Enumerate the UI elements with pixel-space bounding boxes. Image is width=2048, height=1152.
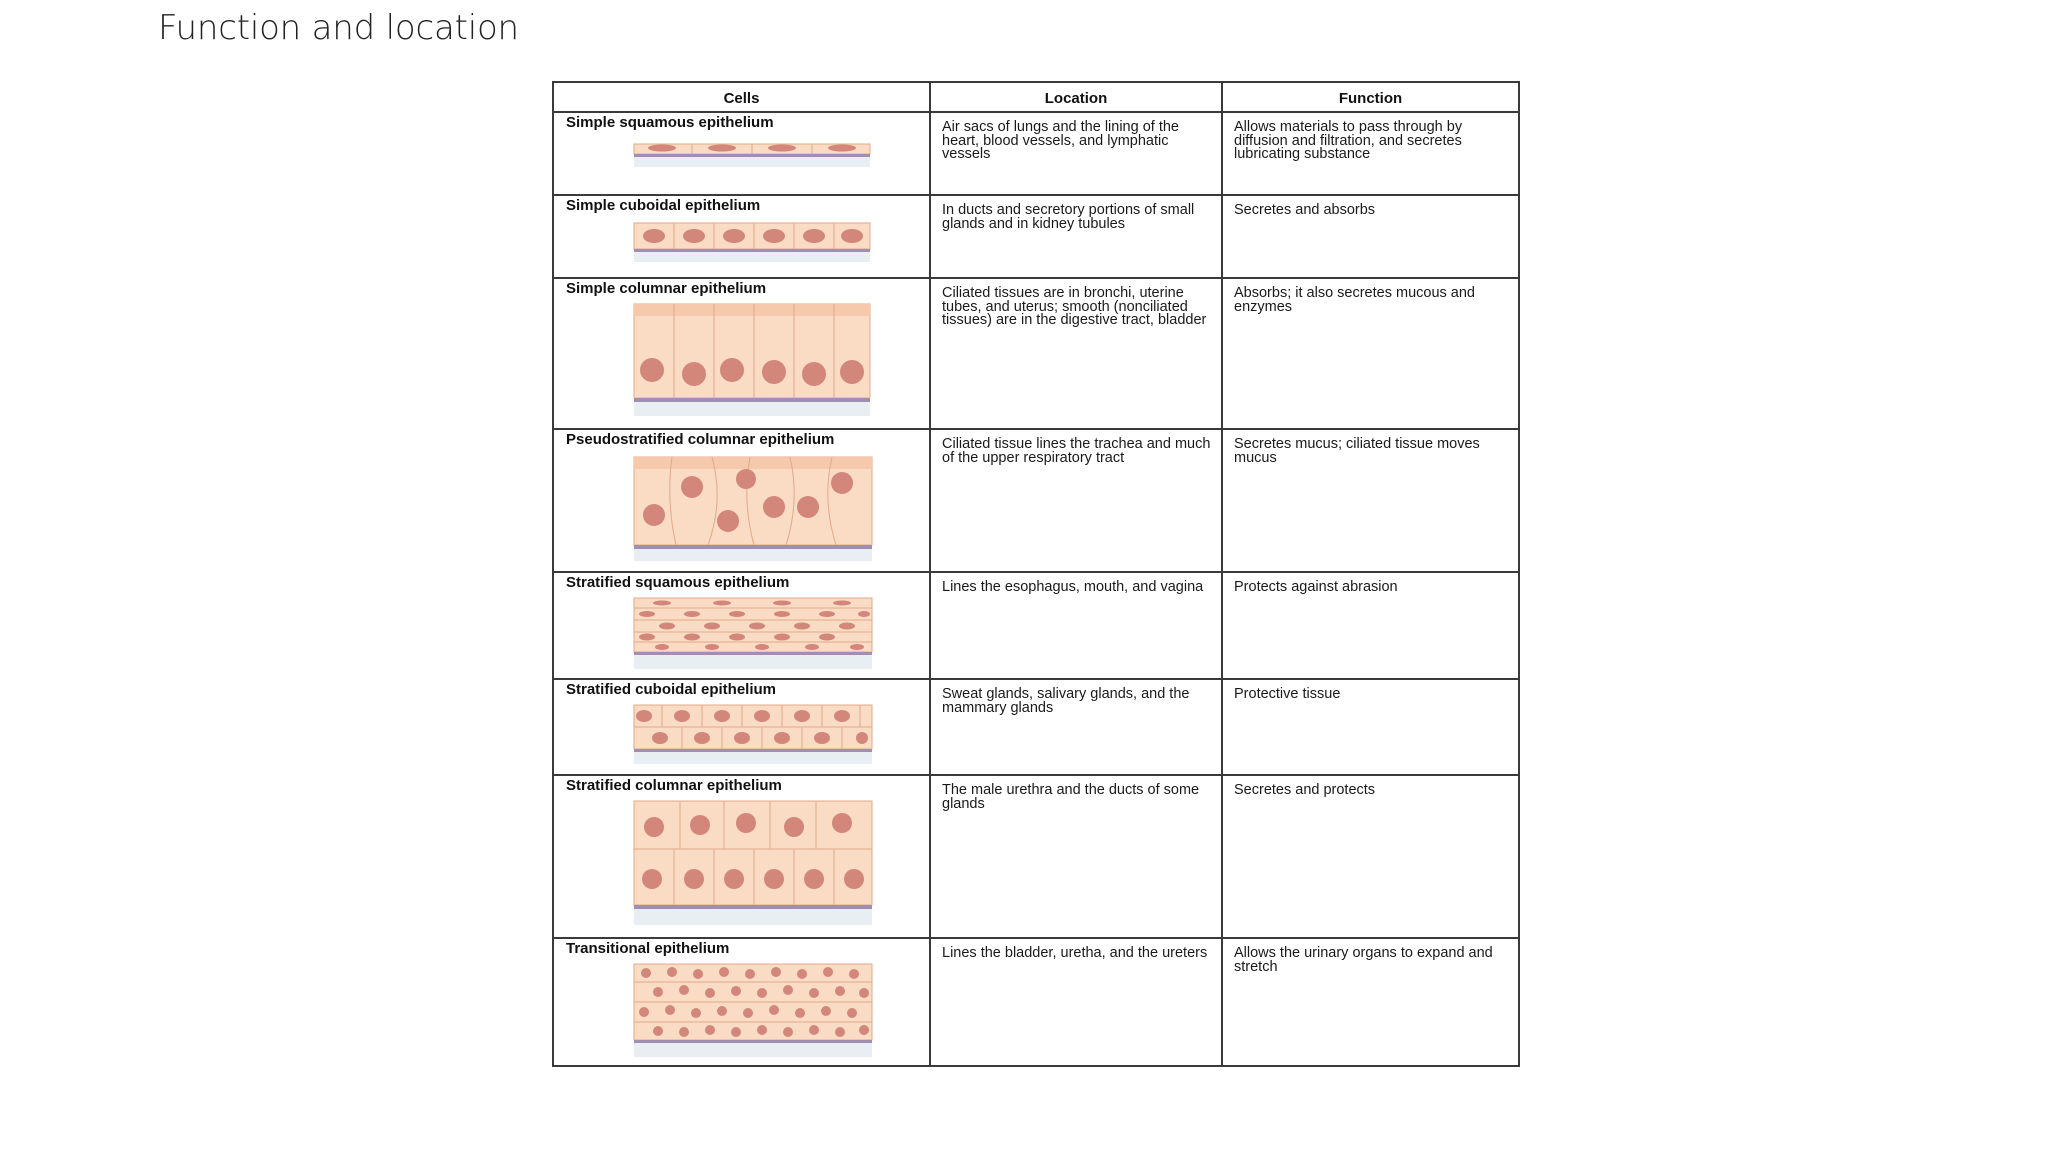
simple-cuboidal-illustration	[632, 217, 872, 263]
pseudostratified-illustration	[632, 451, 876, 565]
cell-name: Stratified cuboidal epithelium	[566, 681, 777, 698]
location-cell: Air sacs of lungs and the lining of the heart, blood vessels, and lymphatic vessels	[930, 112, 1222, 195]
location-cell: Lines the bladder, uretha, and the ureters	[930, 938, 1222, 1066]
function-cell: Allows materials to pass through by diffusion and filtration, and secretes lubricating substance	[1222, 112, 1519, 195]
stratified-cuboidal-illustration	[632, 701, 874, 769]
header-function: Function	[1222, 82, 1519, 112]
table-row	[553, 195, 1519, 278]
cell-name: Stratified squamous epithelium	[566, 574, 790, 591]
slide-title: Function and location	[158, 8, 519, 48]
cell-name: Simple cuboidal epithelium	[566, 197, 761, 214]
cell-name: Transitional epithelium	[566, 940, 730, 957]
header-cells: Cells	[553, 82, 930, 112]
location-cell: Sweat glands, salivary glands, and the mammary glands	[930, 679, 1222, 775]
cell-type	[553, 195, 930, 278]
cell-type	[553, 429, 930, 572]
table-row	[553, 775, 1519, 938]
cell-type	[553, 775, 930, 938]
table-row	[553, 429, 1519, 572]
table-row	[553, 572, 1519, 679]
table-row	[553, 278, 1519, 429]
location-cell: Lines the esophagus, mouth, and vagina	[930, 572, 1222, 679]
cell-type	[553, 572, 930, 679]
function-cell: Secretes and protects	[1222, 775, 1519, 938]
location-cell: Ciliated tissues are in bronchi, uterine tubes, and uterus; smooth (nonciliated tissues) are in the digestive tract, bladder	[930, 278, 1222, 429]
epithelium-table	[552, 81, 1520, 1067]
header-location: Location	[930, 82, 1222, 112]
cell-name: Simple columnar epithelium	[566, 280, 767, 297]
cell-name: Simple squamous epithelium	[566, 114, 774, 131]
function-cell: Allows the urinary organs to expand and stretch	[1222, 938, 1519, 1066]
location-cell: The male urethra and the ducts of some glands	[930, 775, 1222, 938]
location-cell: Ciliated tissue lines the trachea and much of the upper respiratory tract	[930, 429, 1222, 572]
function-cell: Absorbs; it also secretes mucous and enzymes	[1222, 278, 1519, 429]
transitional-illustration	[632, 960, 874, 1064]
table-row	[553, 679, 1519, 775]
table-header-row	[553, 82, 1519, 112]
cell-name: Stratified columnar epithelium	[566, 777, 782, 794]
simple-squamous-illustration	[632, 134, 872, 170]
cell-type	[553, 112, 930, 195]
cell-type	[553, 278, 930, 429]
function-cell: Protects against abrasion	[1222, 572, 1519, 679]
cell-name: Pseudostratified columnar epithelium	[566, 431, 835, 448]
table-row	[553, 938, 1519, 1066]
stratified-columnar-illustration	[632, 797, 876, 931]
stratified-squamous-illustration	[632, 594, 874, 674]
cell-type	[553, 679, 930, 775]
simple-columnar-illustration	[632, 300, 872, 420]
function-cell: Protective tissue	[1222, 679, 1519, 775]
location-cell: In ducts and secretory portions of small glands and in kidney tubules	[930, 195, 1222, 278]
cell-type	[553, 938, 930, 1066]
function-cell: Secretes and absorbs	[1222, 195, 1519, 278]
table-row	[553, 112, 1519, 195]
function-cell: Secretes mucus; ciliated tissue moves mucus	[1222, 429, 1519, 572]
